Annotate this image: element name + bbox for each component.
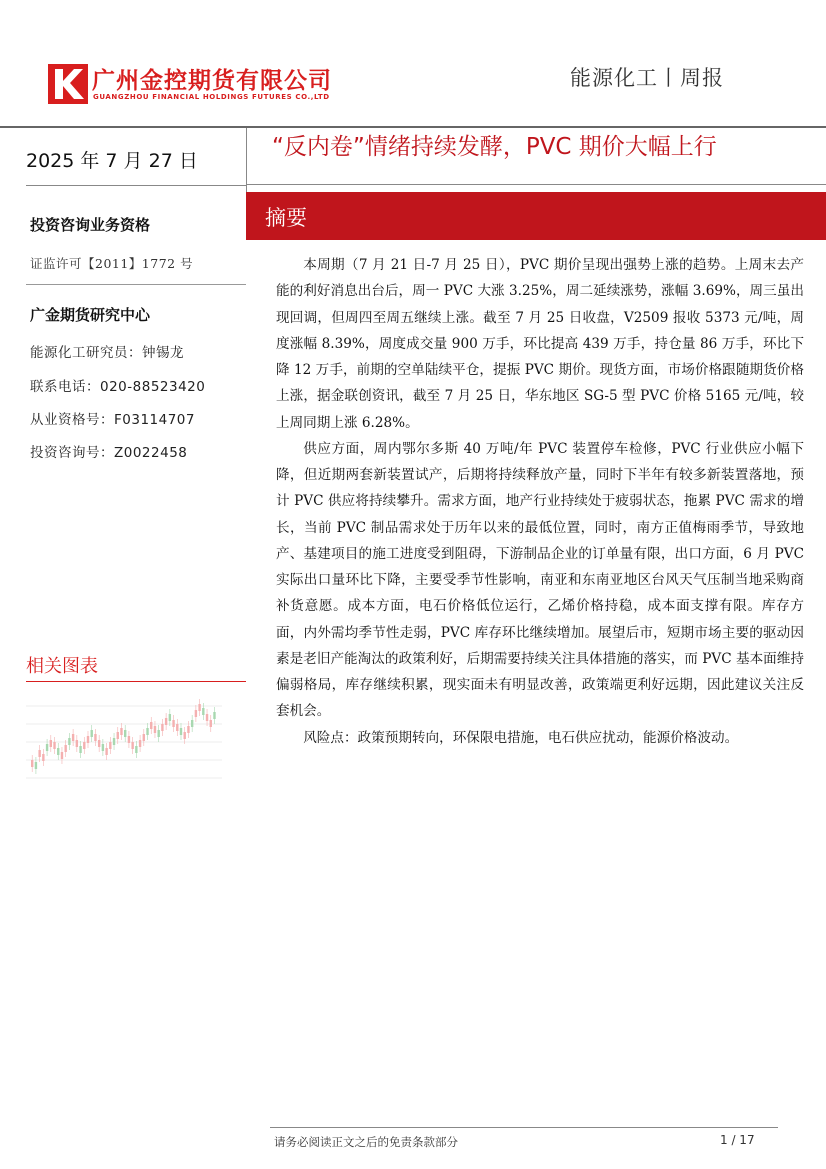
thumbnail-candle [38, 750, 40, 757]
thumbnail-candle [105, 748, 107, 755]
page-number: 1 / 17 [720, 1133, 755, 1147]
thumbnail-candle [57, 748, 59, 755]
thumbnail-candle [83, 742, 85, 749]
contact-qualification [30, 408, 195, 428]
thumbnail-candle [139, 740, 141, 747]
footer-divider [270, 1127, 778, 1128]
thumbnail-candle [64, 745, 66, 752]
report-date: 2025 年 7 月 27 日 [26, 150, 198, 172]
related-charts-divider [26, 681, 246, 682]
thumbnail-candle [165, 718, 167, 725]
thumbnail-candle [161, 724, 163, 731]
company-name-en: GUANGZHOU FINANCIAL HOLDINGS FUTURES CO.,LTD [93, 93, 330, 101]
summary-paragraph: 本周期（7 月 21 日-7 月 25 日），PVC 期价呈现出强势上涨的趋势。上周末去产能的利好消息出台后，周一 PVC 大涨 3.25%，周二延续涨势，涨幅 3.69%，周三虽出现回调，但周四至周五继续上涨。截至 7 月 25 日收盘，V2509 报收 5373 元/吨，周度涨幅 8.39%，周度成交量 900 万手，环比提高 439 万手，持仓量 86 万手，环比下降 12 万手，前期的空单陆续平仓，提振 PVC 期价。现货方面，市场价格跟随期货价格上涨，据金联创资讯，截至 7 月 25 日，华东地区 SG-5 型 PVC 价格 5165 元/吨，较上周同期上涨 6.28%。 [276, 257, 804, 431]
thumbnail-candle [124, 730, 126, 737]
footer-disclaimer: 请务必阅读正文之后的免责条款部分 [274, 1135, 458, 1149]
thumbnail-candle [143, 734, 145, 741]
thumbnail-candle [202, 708, 204, 715]
license-number: 证监许可【2011】1772 号 [30, 256, 194, 271]
contact-consult-number [30, 441, 187, 461]
thumbnail-candle [150, 722, 152, 729]
thumbnail-candle [172, 720, 174, 727]
thumbnail-candle [176, 724, 178, 731]
thumbnail-candle [187, 726, 189, 733]
thumbnail-candle [109, 742, 111, 749]
thumbnail-candle [72, 734, 74, 741]
thumbnail-candle [131, 742, 133, 749]
left-divider [26, 185, 246, 186]
thumbnail-candle [68, 738, 70, 745]
thumbnail-candle [198, 704, 200, 711]
thumbnail-candle [91, 730, 93, 737]
thumbnail-candle [46, 744, 48, 751]
contact-label: 能源化工研究员： [30, 345, 142, 361]
report-title: “反内卷”情绪持续发酵，PVC 期价大幅上行 [272, 134, 717, 160]
thumbnail-candle [87, 736, 89, 743]
thumbnail-candle [42, 754, 44, 761]
thumbnail-candle [210, 720, 212, 727]
thumbnail-candle [61, 752, 63, 759]
thumbnail-candle [76, 740, 78, 747]
summary-body [276, 252, 804, 751]
thumbnail-candle [50, 740, 52, 747]
thumbnail-candle [79, 746, 81, 753]
contact-label: 从业资格号： [30, 412, 114, 428]
contact-phone [30, 375, 205, 395]
summary-header-bar [246, 192, 826, 240]
contact-value: 钟锡龙 [142, 345, 184, 361]
thumbnail-candle [206, 714, 208, 721]
contact-label: 投资咨询号： [30, 445, 114, 461]
thumbnail-candle [53, 742, 55, 749]
thumbnail-candle [98, 740, 100, 747]
thumbnail-candle [154, 726, 156, 733]
thumbnail-candle [146, 728, 148, 735]
related-charts-title: 相关图表 [26, 656, 98, 677]
contact-value: Z0022458 [114, 445, 188, 461]
thumbnail-candle [31, 760, 33, 767]
title-divider [246, 184, 826, 185]
thumbnail-candle [184, 732, 186, 739]
thumbnail-candle [113, 738, 115, 745]
thumbnail-candle [94, 734, 96, 741]
contact-researcher [30, 341, 184, 361]
summary-paragraph: 风险点：政策预期转向，环保限电措施，电石供应扰动，能源价格波动。 [303, 729, 739, 746]
thumbnail-candle [135, 746, 137, 753]
thumbnail-candle [35, 762, 37, 769]
report-type: 能源化工丨周报 [570, 66, 724, 90]
thumbnail-candle [180, 728, 182, 735]
qualification-title: 投资咨询业务资格 [30, 216, 151, 234]
research-center-title: 广金期货研究中心 [30, 306, 151, 324]
thumbnail-candle [213, 712, 215, 719]
contact-value: 020-88523420 [100, 379, 206, 395]
company-name-cn: 广州金控期货有限公司 [92, 68, 332, 94]
contact-value: F03114707 [114, 412, 195, 428]
thumbnail-candle [191, 720, 193, 727]
thumbnail-candle [120, 728, 122, 735]
contact-label: 联系电话： [30, 379, 100, 395]
summary-paragraph: 供应方面，周内鄂尔多斯 40 万吨/年 PVC 装置停车检修，PVC 行业供应小幅下降，但近期两套新装置试产，后期将持续释放产量，同时下半年有较多新装置落地，预计 PVC 供应将持续攀升。需求方面，地产行业持续处于疲弱状态，拖累 PVC 需求的增长，当前 PVC 制品需求处于历年以来的最低位置，同时，南方正值梅雨季节，导致地产、基建项目的施工进度受到阻碍，下游制品企业的订单量有限，出口方面，6 月 PVC 实际出口量环比下降，主要受季节性影响，南亚和东南亚地区台风天气压制当地采购商补货意愿。成本方面，电石价格低位运行，乙烯价格持稳，成本面支撑有限。库存方面，内外需均季节性走弱，PVC 库存环比继续增加。展望后市，短期市场主要的驱动因素是老旧产能淘汰的政策利好，后期需要持续关注具体措施的落实，而 PVC 基本面维持偏弱格局，库存继续积累，现实面未有明显改善，政策端更利好远期，因此建议关注反套机会。 [276, 440, 804, 720]
candlestick-chart-thumbnail [26, 688, 222, 800]
summary-label: 摘要 [265, 206, 307, 230]
thumbnail-candle [169, 714, 171, 721]
thumbnail-candle [128, 736, 130, 743]
company-logo-icon [48, 64, 88, 104]
thumbnail-candle [195, 710, 197, 717]
thumbnail-candle [157, 730, 159, 737]
thumbnail-candle [117, 732, 119, 739]
sidebar-divider [26, 284, 246, 285]
thumbnail-candle [102, 744, 104, 751]
